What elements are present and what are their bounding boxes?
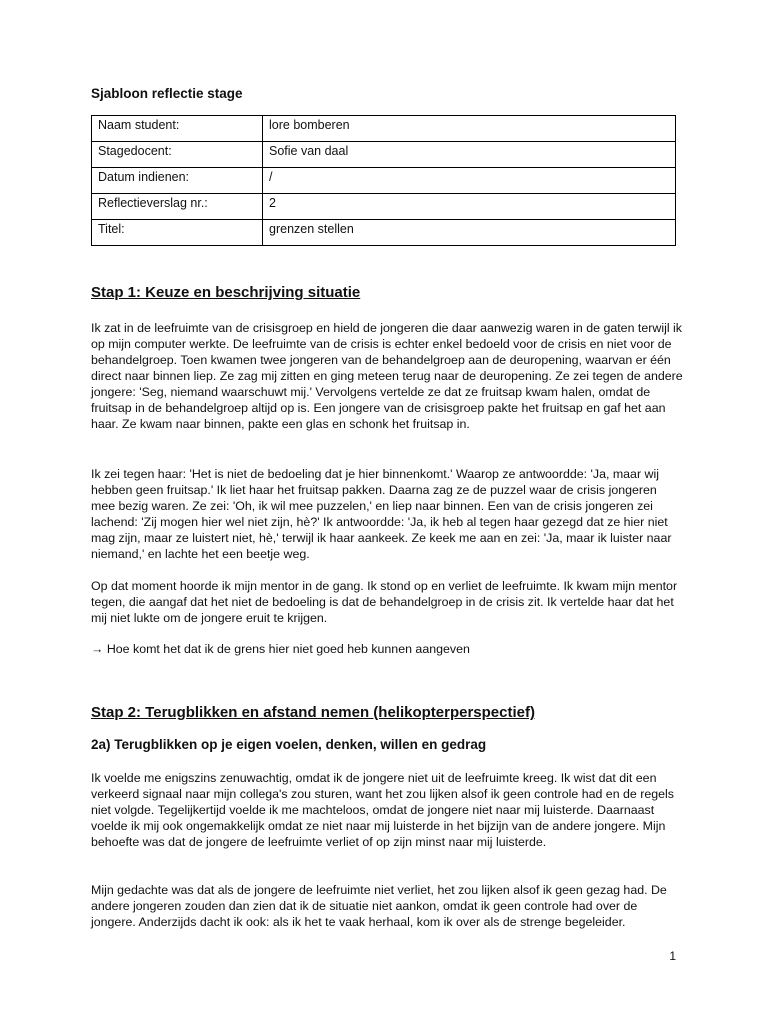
table-row <box>92 168 676 194</box>
step2-heading: Stap 2: Terugblikken en afstand nemen (helikopterperspectief) <box>91 704 535 721</box>
research-question: → Hoe komt het dat ik de grens hier niet goed heb kunnen aangeven <box>91 642 470 656</box>
step1-paragraph: Op dat moment hoorde ik mijn mentor in de gang. Ik stond op en verliet de leefruimte. Ik kwam mijn mentor tegen, die aangaf dat het niet de bedoeling is dat de behandelgroep in de crisis zit. Ik vertelde haar dat het mij niet lukte om de jongere eruit te krijgen. <box>91 579 678 625</box>
table-cell-label: Datum indienen: <box>92 168 263 194</box>
step1-paragraph: Ik zei tegen haar: 'Het is niet de bedoeling dat je hier binnenkomt.' Waarop ze antwoordde: 'Ja, maar wij hebben geen fruitsap.' Ik liet haar het fruitsap pakken. Daarna zag ze de puzzel waar de crisis jongeren mee bezig waren. Ze zei: 'Oh, ik wil mee puzzelen,' en liep naar binnen. Een van de crisis jongeren zei lachend: 'Zij mogen hier wel niet zijn, hè?' Ik antwoordde: 'Ja, ik heb al tegen haar gezegd dat ze hier niet mag zijn, maar ze luistert niet, hè,' terwijl ik haar aankeek. Ze keek me aan en zei: 'Ja, maar ik luister naar niemand,' en lachte het een beetje weg. <box>91 467 672 561</box>
step2-paragraph: Ik voelde me enigszins zenuwachtig, omdat ik de jongere niet uit de leefruimte kreeg. Ik wist dat dit een verkeerd signaal naar mijn collega's zou sturen, want het zou lijken alsof ik geen controle had en de regels niet volgde. Tegelijkertijd voelde ik me machteloos, omdat de jongere niet naar mij luisterde. Daarnaast voelde ik mij ook ongemakkelijk omdat ze niet naar mij luisterde in het bijzijn van de andere jongere. Mijn behoefte was dat de jongere de leefruimte verliet of op zijn minst naar mij luisterde. <box>91 771 675 849</box>
table-cell-value: lore bomberen <box>263 116 676 142</box>
table-row <box>92 142 676 168</box>
step1-heading: Stap 1: Keuze en beschrijving situatie <box>91 284 361 301</box>
table-cell-value: Sofie van daal <box>263 142 676 168</box>
step1-paragraph: Ik zat in de leefruimte van de crisisgroep en hield de jongeren die daar aanwezig waren in de gaten terwijl ik op mijn computer werkte. De leefruimte van de crisis is echter enkel bedoeld voor de crisis en niet voor de behandelgroep. Toen kwamen twee jongeren van de behandelgroep aan de deuropening, waarvan er één direct naar binnen liep. Ze zag mij zitten en ging meteen terug naar de deuropening. Ze zei tegen de andere jongere: 'Seg, niemand waarschuwt mij.' Vervolgens vertelde ze dat ze fruitsap kwam halen, omdat de fruitsap in de behandelgroep altijd op is. Een jongere van de crisisgroep pakte het fruitsap en gaf het aan haar. Ze kwam naar binnen, pakte een glas en schonk het fruitsap in. <box>91 321 683 431</box>
step2-paragraph: Mijn gedachte was dat als de jongere de leefruimte niet verliet, het zou lijken alsof ik geen gezag had. De andere jongeren zouden dan zien dat ik de situatie niet aankon, omdat ik geen controle had over de jongere. Anderzijds dacht ik ook: als ik het te vaak herhaal, kom ik over als de strenge begeleider. <box>91 883 667 929</box>
table-cell-label: Naam student: <box>92 116 263 142</box>
table-row <box>92 220 676 246</box>
table-row <box>92 194 676 220</box>
table-cell-label: Titel: <box>92 220 263 246</box>
table-cell-label: Stagedocent: <box>92 142 263 168</box>
step2-subheading: 2a) Terugblikken op je eigen voelen, denken, willen en gedrag <box>91 737 487 752</box>
document-title: Sjabloon reflectie stage <box>91 86 243 101</box>
page-number: 1 <box>669 949 676 963</box>
table-cell-value: / <box>263 168 676 194</box>
table-cell-value: 2 <box>263 194 676 220</box>
table-row <box>92 116 676 142</box>
table-cell-value: grenzen stellen <box>263 220 676 246</box>
table-cell-label: Reflectieverslag nr.: <box>92 194 263 220</box>
student-info-table <box>91 115 676 246</box>
